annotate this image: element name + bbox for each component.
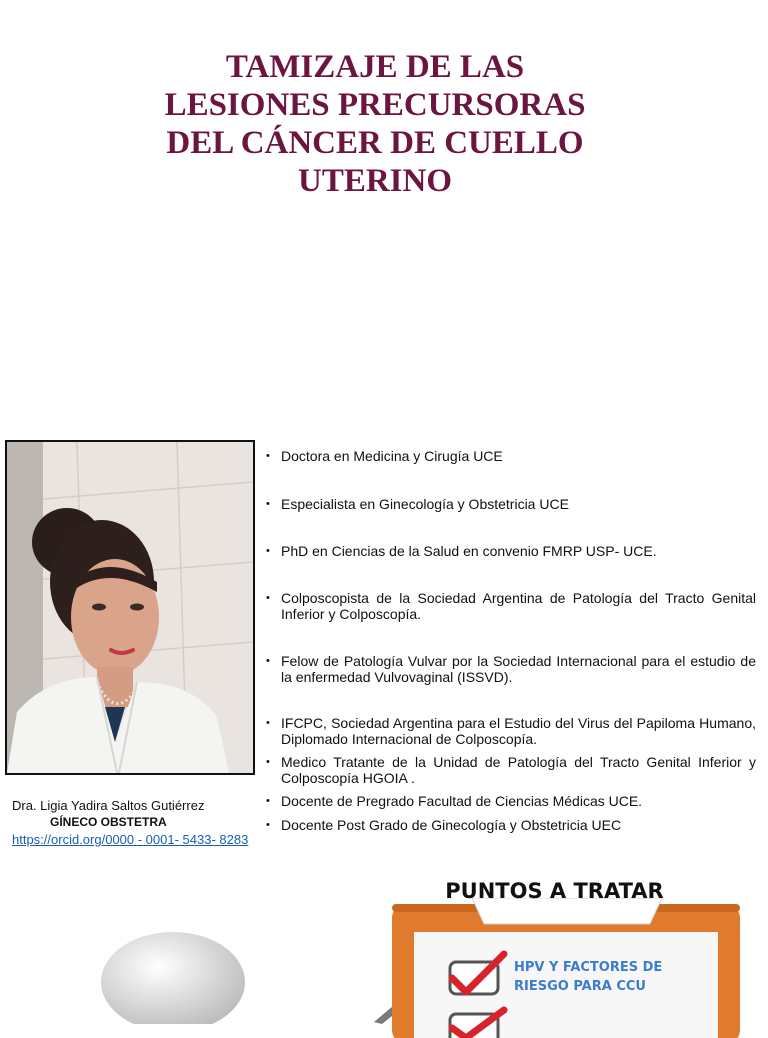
slide-title [100,48,650,200]
author-role: GÍNECO OBSTETRA [50,815,167,829]
orcid-link[interactable]: https://orcid.org/0000 - 0001- 5433- 8283 [12,832,249,847]
author-photo [5,440,255,775]
title-line-4: UTERINO [297,163,453,199]
figure-illustration [95,930,255,1024]
credential-item: • IFCPC, Sociedad Argentina para el Estudio del Virus del Papiloma Humano, Diplomado Internacional de Colposcopía. [266,715,756,747]
author-caption [12,797,272,848]
topics-heading: PUNTOS A TRATAR [445,879,664,903]
credential-item: • Docente Post Grado de Ginecología y Obstetricia UEC [266,817,756,833]
credential-item: • Felow de Patología Vulvar por la Sociedad Internacional para el estudio de la enfermedad Vulvovaginal (ISSVD). [266,653,756,685]
figure-head-icon [101,932,245,1024]
title-line-2: LESIONES PRECURSORAS [164,87,586,123]
credential-item: • PhD en Ciencias de la Salud en convenio FMRP USP- UCE. [266,543,756,559]
credential-item: • Especialista en Ginecología y Obstetricia UCE [266,496,756,512]
credential-item: • Docente de Pregrado Facultad de Ciencias Médicas UCE. [266,793,756,809]
credential-item: • Colposcopista de la Sociedad Argentina de Patología del Tracto Genital Inferior y Colposcopía. [266,590,756,622]
author-name: Dra. Ligia Yadira Saltos Gutiérrez [12,798,205,813]
credential-item: • Medico Tratante de la Unidad de Patología del Tracto Genital Inferior y Colposcopía HGOIA . [266,754,756,786]
topic-item-1-line-1: HPV Y FACTORES DE [514,960,663,975]
title-line-3: DEL CÁNCER DE CUELLO [166,125,584,161]
topic-item-1-line-2: RIESGO PARA CCU [514,979,646,994]
credential-item: • Doctora en Medicina y Cirugía UCE [266,448,756,464]
title-line-1: TAMIZAJE DE LAS [225,49,525,85]
